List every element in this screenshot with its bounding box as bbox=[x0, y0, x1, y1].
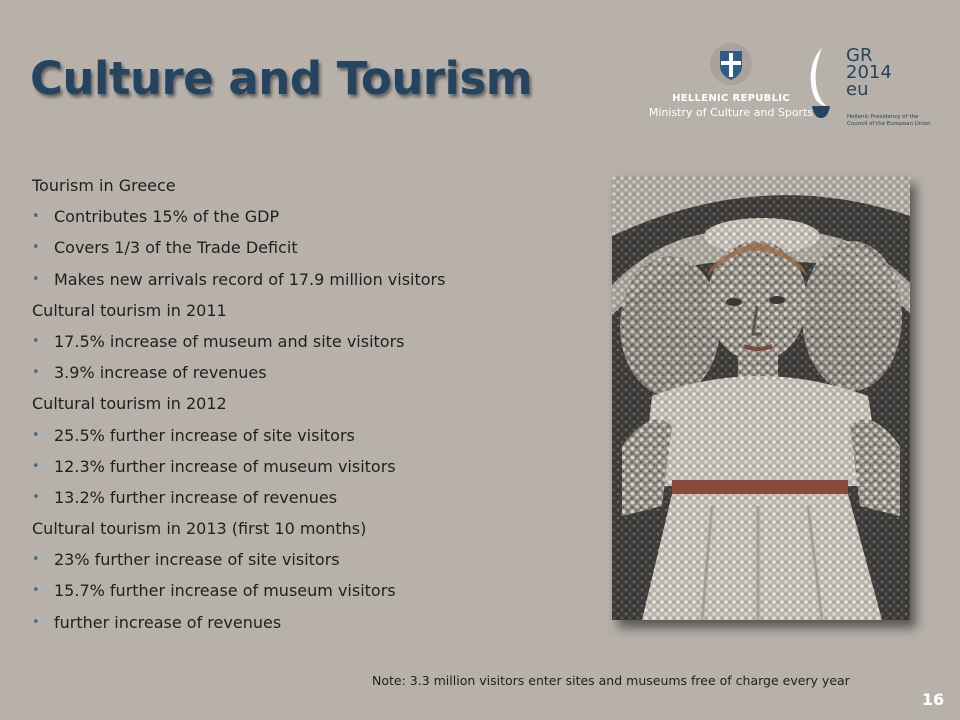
bullet-dot-icon: • bbox=[32, 427, 40, 443]
flame-icon bbox=[800, 46, 842, 122]
bullet-dot-icon: • bbox=[32, 209, 40, 225]
bullet-text: Makes new arrivals record of 17.9 million visitors bbox=[54, 269, 446, 289]
bullet-dot-icon: • bbox=[32, 489, 40, 505]
bullet-dot-icon: • bbox=[32, 583, 40, 599]
bullet-dot-icon: • bbox=[32, 333, 40, 349]
mosaic-figure-illustration bbox=[612, 176, 910, 620]
content-list bbox=[32, 174, 592, 642]
bullet-dot-icon: • bbox=[32, 271, 40, 287]
mosaic-image bbox=[612, 176, 910, 620]
bullet-item bbox=[32, 579, 592, 610]
ministry-label: Ministry of Culture and Sports bbox=[648, 106, 814, 119]
bullet-item bbox=[32, 548, 592, 579]
slide-title: Culture and Tourism bbox=[30, 52, 533, 105]
bullet-text: 25.5% further increase of site visitors bbox=[54, 425, 355, 445]
bullet-text: 15.7% further increase of museum visitors bbox=[54, 581, 396, 601]
bullet-text: 3.9% increase of revenues bbox=[54, 363, 267, 383]
gr2014-presidency-logo bbox=[800, 42, 940, 142]
hellenic-republic-label: HELLENIC REPUBLIC bbox=[672, 93, 790, 104]
bullet-dot-icon: • bbox=[32, 458, 40, 474]
hellenic-republic-logo bbox=[648, 42, 814, 121]
bullet-dot-icon: • bbox=[32, 614, 40, 630]
bullet-text: Covers 1/3 of the Trade Deficit bbox=[54, 238, 298, 258]
bullet-item bbox=[32, 330, 592, 361]
section-heading: Tourism in Greece bbox=[32, 176, 176, 195]
bullet-item bbox=[32, 268, 592, 299]
page-number: 16 bbox=[921, 690, 945, 709]
presidency-year-text: 2014 bbox=[846, 62, 892, 83]
footnote: Note: 3.3 million visitors enter sites and museums free of charge every year bbox=[372, 673, 850, 688]
bullet-text: 13.2% further increase of revenues bbox=[54, 487, 338, 507]
bullet-item bbox=[32, 455, 592, 486]
presidency-eu-text: eu bbox=[846, 79, 869, 100]
section-heading: Cultural tourism in 2011 bbox=[32, 300, 227, 320]
bullet-item bbox=[32, 236, 592, 267]
presidency-subtitle: Hellenic Presidency of the Council of the European Union bbox=[847, 114, 931, 127]
section-heading: Cultural tourism in 2012 bbox=[32, 394, 227, 414]
bullet-item bbox=[32, 424, 592, 455]
bullet-item bbox=[32, 486, 592, 517]
bullet-item bbox=[32, 361, 592, 392]
bullet-text: further increase of revenues bbox=[54, 612, 282, 632]
bullet-text: 17.5% increase of museum and site visitors bbox=[54, 331, 405, 351]
bullet-dot-icon: • bbox=[32, 240, 40, 256]
bullet-text: 23% further increase of site visitors bbox=[54, 550, 340, 570]
bullet-dot-icon: • bbox=[32, 365, 40, 381]
section-heading: Cultural tourism in 2013 (first 10 months) bbox=[32, 519, 367, 539]
bullet-text: 12.3% further increase of museum visitors bbox=[54, 456, 396, 476]
bullet-item bbox=[32, 611, 592, 642]
bullet-dot-icon: • bbox=[32, 552, 40, 568]
bullet-item bbox=[32, 205, 592, 236]
greek-emblem-icon bbox=[709, 42, 753, 86]
bullet-text: Contributes 15% of the GDP bbox=[54, 207, 280, 227]
presidency-gr-text: GR bbox=[846, 45, 873, 66]
